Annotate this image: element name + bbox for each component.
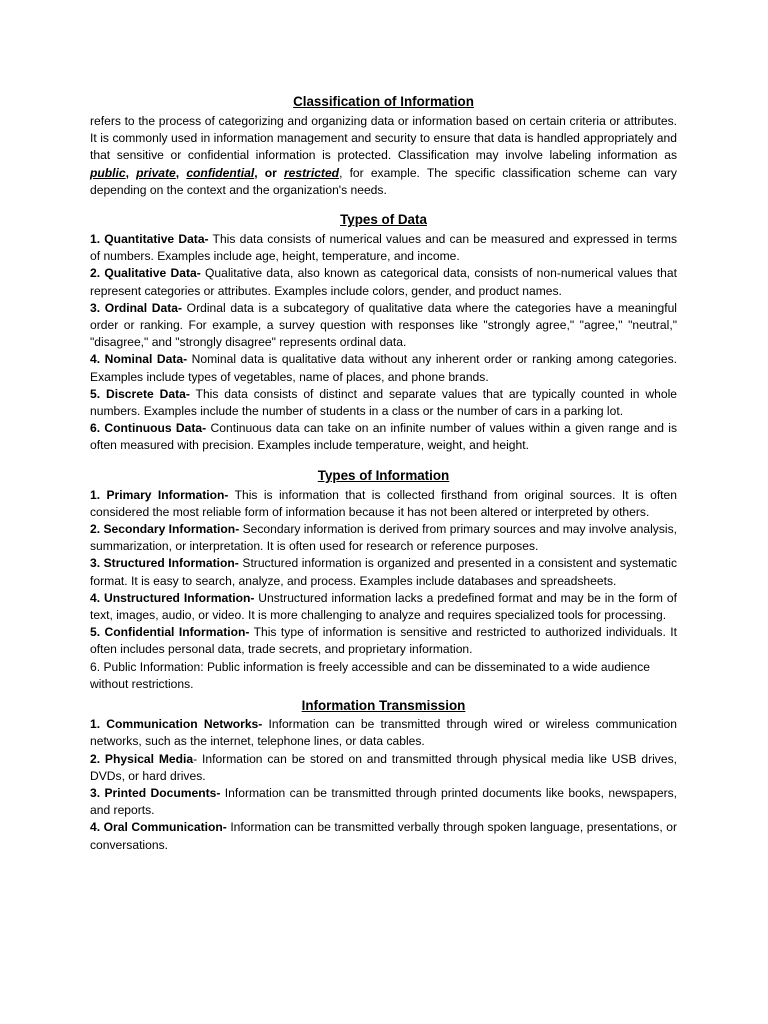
data-type-term: 4. Nominal Data- [90, 352, 188, 367]
data-type-text: Qualitative data, also known as categorical data, consists of non-numerical values that represent categories or attributes. Examples include colors, gender, and product names. [90, 266, 677, 298]
info-type-term: 2. Secondary Information- [90, 522, 240, 537]
data-type-item [90, 231, 677, 265]
info-type-item [90, 555, 677, 589]
transmission-item [90, 751, 677, 785]
transmission-text: Information can be transmitted through printed documents like books, newspapers, and reports. [90, 785, 677, 818]
data-type-text: Nominal data is qualitative data without any inherent order or ranking among categories. Examples include types of vegetables, name of places, and phone brands. [90, 352, 677, 384]
info-type-text: Secondary information is derived from primary sources and may involve analysis, summarization, or interpretation. It is often used for research or reference purposes. [90, 522, 677, 554]
transmission-term: 1. Communication Networks- [90, 717, 263, 732]
information-transmission-heading: Information Transmission [301, 698, 466, 714]
intro-sep-2: , [175, 165, 187, 180]
info-type-item [90, 624, 677, 658]
term-private: private [136, 165, 176, 180]
transmission-item [90, 716, 677, 750]
transmission-term: 2. Physical Media [90, 751, 194, 766]
types-of-data-heading: Types of Data [340, 212, 427, 228]
document-page [90, 93, 677, 854]
transmission-text: Information can be transmitted through wired or wireless communication networks, such as the internet, telephone lines, or data cables. [90, 717, 677, 749]
transmission-text: Information can be transmitted verbally through spoken language, presentations, or conversations. [90, 820, 677, 852]
intro-sep-3: , or [254, 165, 284, 180]
info-type-text: This type of information is sensitive and restricted to authorized individuals. It often includes personal data, trade secrets, and proprietary information. [90, 625, 678, 657]
data-type-term: 1. Quantitative Data- [90, 232, 209, 247]
info-type-item [90, 590, 677, 624]
info-type-text: Structured information is organized and presented in a consistent and systematic format. It is easy to search, analyze, and process. Examples include databases and spreadsheets. [90, 556, 677, 588]
data-type-term: 5. Discrete Data- [90, 386, 190, 401]
data-type-item [90, 300, 677, 352]
intro-text-after: , for example. The specific classification scheme can vary depending on the context and the organization's needs. [90, 165, 677, 197]
info-type-term: 1. Primary Information- [90, 487, 229, 502]
transmission-term: 3. Printed Documents- [90, 785, 221, 800]
data-type-item [90, 351, 677, 385]
data-type-text: Continuous data can take on an infinite number of values within a given range and is often measured with precision. Examples include temperature, weight, and height. [90, 421, 678, 453]
data-type-term: 2. Qualitative Data- [90, 266, 201, 281]
transmission-term: 4. Oral Communication- [90, 820, 227, 835]
data-type-item [90, 420, 677, 454]
term-restricted: restricted [283, 165, 340, 180]
info-type-term: 5. Confidential Information- [90, 625, 250, 640]
info-type-text: Unstructured information lacks a predefined format and may be in the form of text, images, audio, or video. It is more challenging to analyze and requires specialized tools for processing. [90, 590, 678, 623]
intro-text-before: refers to the process of categorizing and organizing data or information based on certain criteria or attributes. It is commonly used in information management and security to ensure that data is handled appropriately and that sensitive or confidential information is protected. Classification may involve labeling information as [90, 114, 677, 163]
classification-heading: Classification of Information [293, 94, 474, 109]
intro-sep-1: , [125, 165, 137, 180]
types-of-information-heading: Types of Information [317, 467, 450, 483]
data-type-term: 6. Continuous Data- [90, 421, 207, 436]
transmission-item [90, 785, 677, 819]
info-type-term: 4. Unstructured Information- [90, 590, 255, 605]
data-type-term: 3. Ordinal Data- [90, 300, 182, 315]
data-type-text: This data consists of distinct and separate values that are typically counted in whole numbers. Examples include the number of students in a class or the number of cars in a parking lot. [90, 386, 677, 419]
data-type-item [90, 265, 677, 299]
data-type-text: This data consists of numerical values and can be measured and expressed in terms of numbers. Examples include age, height, temperature, and income. [90, 232, 677, 264]
data-type-item [90, 386, 677, 420]
term-confidential: confidential [186, 165, 255, 180]
intro-paragraph [90, 113, 677, 199]
term-public: public [90, 165, 126, 180]
info-type-text: This is information that is collected firsthand from original sources. It is often considered the most reliable form of information because it has not been altered or interpreted by others. [90, 487, 677, 519]
info-type-item [90, 521, 677, 555]
public-information-item: 6. Public Information: Public information is freely accessible and can be disseminated to a wide audience without restrictions. [90, 659, 650, 691]
transmission-text: - Information can be stored on and transmitted through physical media like USB drives, DVDs, or hard drives. [90, 751, 677, 783]
transmission-item [90, 819, 677, 853]
data-type-text: Ordinal data is a subcategory of qualitative data where the categories have a meaningful order or ranking. For example, a survey question with responses like "strongly agree," "agree," "neutral," "disagree," and "strongly disagree" represents ordinal data. [90, 300, 677, 350]
info-type-term: 3. Structured Information- [90, 556, 239, 571]
info-type-item [90, 487, 677, 521]
